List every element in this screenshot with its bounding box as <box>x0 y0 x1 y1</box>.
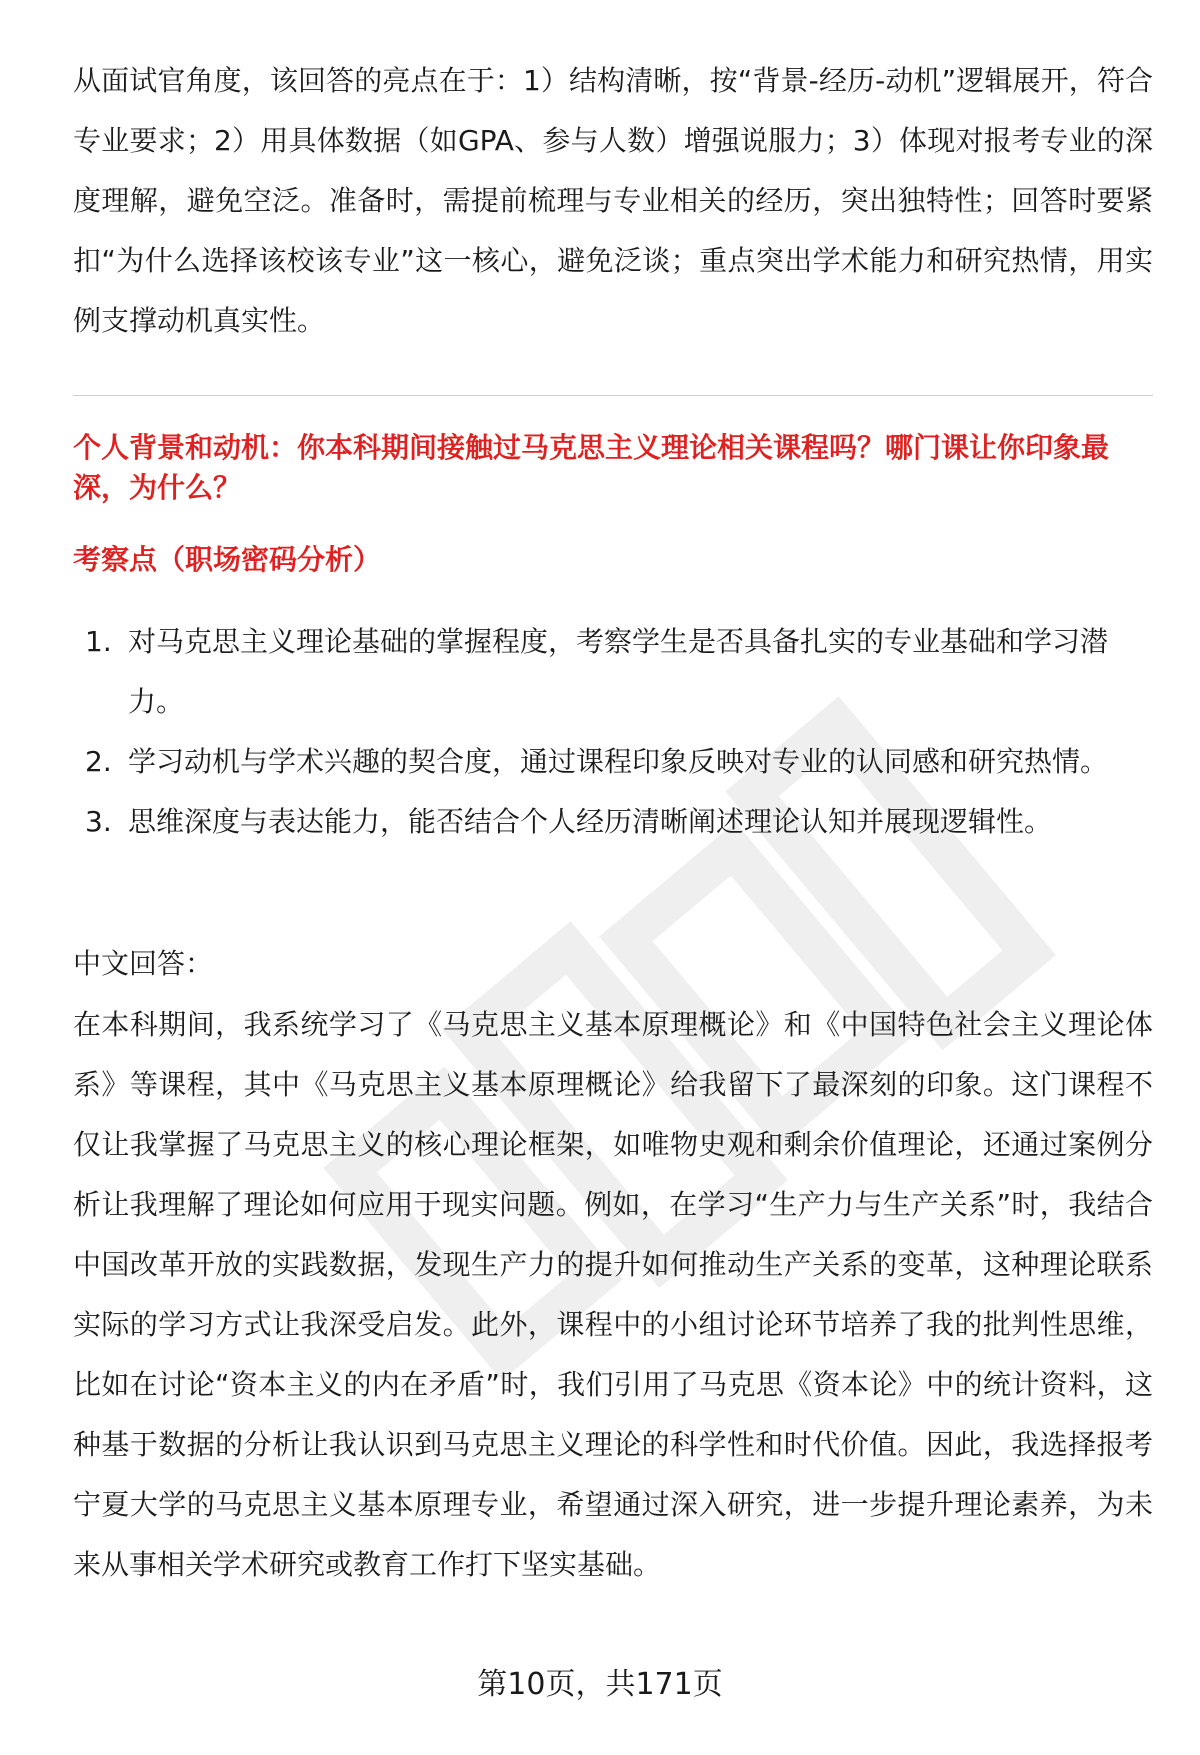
assessment-points-list <box>73 612 1153 852</box>
list-item-text: 对马克思主义理论基础的掌握程度，考察学生是否具备扎实的专业基础和学习潜力。 <box>128 625 1109 718</box>
list-item-number: 2. <box>85 745 112 778</box>
list-item <box>73 792 1153 852</box>
list-item-number: 1. <box>85 625 112 658</box>
intro-paragraph: 从面试官角度，该回答的亮点在于：1）结构清晰，按“背景-经历-动机”逻辑展开，符合专业要求；2）用具体数据（如GPA、参与人数）增强说服力；3）体现对报考专业的深度理解，避免空泛。准备时，需提前梳理与专业相关的经历，突出独特性；回答时要紧扣“为什么选择该校该专业”这一核心，避免泛谈；重点突出学术能力和研究热情，用实例支撑动机真实性。 <box>73 64 1153 337</box>
list-item-number: 3. <box>85 805 112 838</box>
page-footer: 第10页，共171页 <box>477 1667 723 1702</box>
list-item <box>73 612 1153 732</box>
document-page <box>73 0 1153 1755</box>
answer-paragraph: 在本科期间，我系统学习了《马克思主义基本原理概论》和《中国特色社会主义理论体系》等课程，其中《马克思主义基本原理概论》给我留下了最深刻的印象。这门课程不仅让我掌握了马克思主义的核心理论框架，如唯物史观和剩余价值理论，还通过案例分析让我理解了理论如何应用于现实问题。例如，在学习“生产力与生产关系”时，我结合中国改革开放的实践数据，发现生产力的提升如何推动生产关系的变革，这种理论联系实际的学习方式让我深受启发。此外，课程中的小组讨论环节培养了我的批判性思维，比如在讨论“资本主义的内在矛盾”时，我们引用了马克思《资本论》中的统计资料，这种基于数据的分析让我认识到马克思主义理论的科学性和时代价值。因此，我选择报考宁夏大学的马克思主义基本原理专业，希望通过深入研究，进一步提升理论素养，为未来从事相关学术研究或教育工作打下坚实基础。 <box>73 1008 1153 1581</box>
question-heading: 个人背景和动机：你本科期间接触过马克思主义理论相关课程吗？哪门课让你印象最深，为什么？ <box>73 431 1110 504</box>
list-item-text: 思维深度与表达能力，能否结合个人经历清晰阐述理论认知并展现逻辑性。 <box>128 805 1053 838</box>
list-item-text: 学习动机与学术兴趣的契合度，通过课程印象反映对专业的认同感和研究热情。 <box>128 745 1109 778</box>
answer-label: 中文回答： <box>73 947 214 980</box>
list-item <box>73 732 1153 792</box>
section-divider <box>73 395 1153 396</box>
assessment-heading: 考察点（职场密码分析） <box>73 543 382 576</box>
